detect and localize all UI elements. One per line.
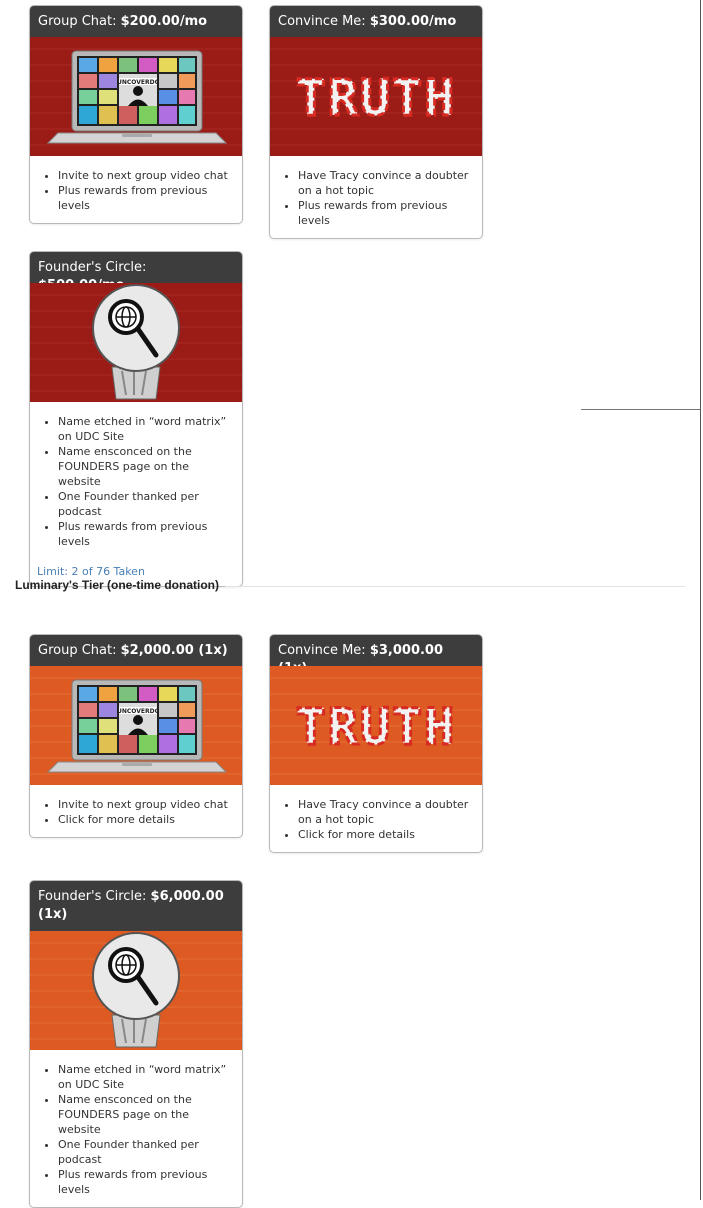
tier-price: $6,000.00 (1x) bbox=[38, 889, 224, 922]
tier-price: $2,000.00 (1x) bbox=[120, 643, 228, 658]
tier-card-convince-me[interactable] bbox=[269, 5, 483, 239]
tier-image-group-chat[interactable] bbox=[30, 666, 242, 785]
perk-item: • Name ensconced on the FOUNDERS page on the website bbox=[58, 1092, 230, 1137]
perk-item: • Have Tracy convince a doubter on a hot topic bbox=[298, 797, 470, 827]
tier-header bbox=[30, 252, 242, 283]
luminary-card-group-chat[interactable] bbox=[29, 634, 243, 838]
tier-name: Founder's Circle: bbox=[38, 260, 147, 275]
perk-item: • Plus rewards from previous levels bbox=[298, 198, 470, 228]
pills-word-text: TRUTH bbox=[295, 698, 457, 756]
tier-image-founders-circle[interactable] bbox=[30, 283, 242, 402]
perk-item: • Name etched in “word matrix” on UDC Site bbox=[58, 414, 230, 444]
perk-item: • Have Tracy convince a doubter on a hot topic bbox=[298, 168, 470, 198]
tier-image-founders-circle[interactable] bbox=[30, 931, 242, 1050]
tier-image-convince-me[interactable] bbox=[270, 666, 482, 785]
tier-card-founders-circle[interactable] bbox=[29, 251, 243, 587]
tier-price: $300.00/mo bbox=[369, 14, 457, 29]
perk-item: • Plus rewards from previous levels bbox=[58, 1167, 230, 1197]
perk-list bbox=[270, 785, 482, 852]
perk-item: • Invite to next group video chat bbox=[58, 797, 230, 812]
laptop-banner-text: UNCOVERDC bbox=[117, 708, 159, 715]
tier-header bbox=[270, 6, 482, 37]
perk-item: • One Founder thanked per podcast bbox=[58, 1137, 230, 1167]
tier-header bbox=[30, 6, 242, 37]
tier-header bbox=[30, 881, 242, 931]
laptop-banner-text: UNCOVERDC bbox=[117, 79, 159, 86]
perk-list bbox=[270, 156, 482, 238]
tier-header bbox=[30, 635, 242, 666]
tier-name: Convince Me: bbox=[278, 14, 366, 29]
tier-price: $200.00/mo bbox=[120, 14, 208, 29]
luminary-section-title: Luminary's Tier (one-time donation) bbox=[15, 578, 219, 592]
luminary-card-convince-me[interactable] bbox=[269, 634, 483, 853]
tier-name: Group Chat: bbox=[38, 14, 117, 29]
perk-item: • Click for more details bbox=[58, 812, 230, 827]
perk-item: • Click for more details bbox=[298, 827, 470, 842]
section-divider bbox=[225, 586, 685, 587]
side-divider bbox=[581, 409, 700, 410]
perk-item: • Invite to next group video chat bbox=[58, 168, 230, 183]
perk-list bbox=[30, 156, 242, 223]
tier-price: $3,000.00 bbox=[369, 643, 444, 658]
tier-header bbox=[270, 635, 482, 666]
tier-image-convince-me[interactable] bbox=[270, 37, 482, 156]
perk-item: • Plus rewards from previous levels bbox=[58, 183, 230, 213]
tier-name: Convince Me: bbox=[278, 643, 366, 658]
perk-list bbox=[30, 785, 242, 837]
page-edge-line bbox=[700, 0, 701, 1200]
tier-name: Founder's Circle: bbox=[38, 889, 147, 904]
perk-item: • Name etched in “word matrix” on UDC Site bbox=[58, 1062, 230, 1092]
perk-list bbox=[30, 402, 242, 559]
tier-image-group-chat[interactable] bbox=[30, 37, 242, 156]
tier-name: Group Chat: bbox=[38, 643, 117, 658]
pills-word-text: TRUTH bbox=[295, 69, 457, 127]
tier-limit: Limit: 2 of 76 Taken bbox=[37, 565, 145, 578]
perk-item: • Name ensconced on the FOUNDERS page on the website bbox=[58, 444, 230, 489]
perk-item: • One Founder thanked per podcast bbox=[58, 489, 230, 519]
perk-item: • Plus rewards from previous levels bbox=[58, 519, 230, 549]
tier-card-group-chat[interactable] bbox=[29, 5, 243, 224]
perk-list bbox=[30, 1050, 242, 1207]
luminary-card-founders-circle[interactable] bbox=[29, 880, 243, 1208]
